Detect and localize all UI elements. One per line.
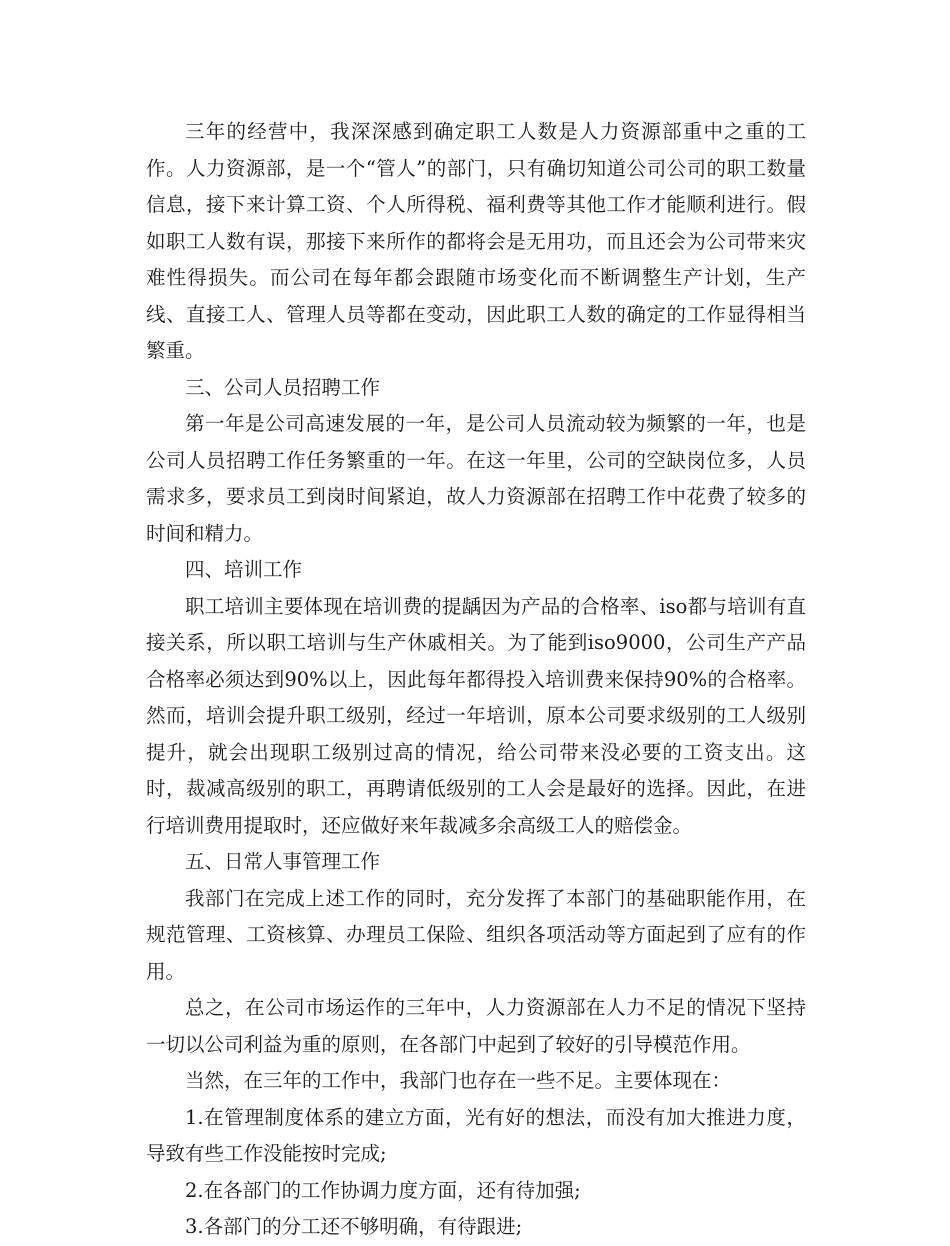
body-paragraph-daily-hr: 我部门在完成上述工作的同时，充分发挥了本部门的基础职能作用，在规范管理、工资核算、办理员工保险、组织各项活动等方面起到了应有的作用。 [146, 886, 806, 983]
body-paragraph-training: 职工培训主要体现在培训费的提龋因为产品的合格率、iso都与培训有直接关系，所以职工培训与生产休戚相关。为了能到iso9000，公司生产产品合格率必须达到90%以上，因此每年都得投入培训费来保持90%的合格率。然而，培训会提升职工级别，经过一年培训，原本公司要求级别的工人级别提升，就会出现职工级别过高的情况，给公司带来没必要的工资支出。这时，裁减高级别的职工，再聘请低级别的工人会是最好的选择。因此，在进行培训费用提取时，还应做好来年裁减多余高级工人的赔偿金。 [146, 594, 806, 837]
section-heading-training: 四、培训工作 [185, 558, 303, 581]
body-paragraph-workforce: 三年的经营中，我深深感到确定职工人数是人力资源部重中之重的工作。人力资源部，是一个“管人”的部门，只有确切知道公司公司的职工数量信息，接下来计算工资、个人所得税、福利费等其他工作才能顺利进行。假如职工人数有误，那接下来所作的都将会是无用功，而且还会为公司带来灾难性得损失。而公司在每年都会跟随市场变化而不断调整生产计划，生产线、直接工人、管理人员等都在变动，因此职工人数的确定的工作显得相当繁重。 [146, 120, 806, 362]
list-item-1: 1.在管理制度体系的建立方面，光有好的想法，而没有加大推进力度，导致有些工作没能按时完成; [146, 1105, 806, 1165]
list-item-2: 2.在各部门的工作协调力度方面，还有待加强; [185, 1178, 581, 1202]
body-paragraph-shortcomings-intro: 当然，在三年的工作中，我部门也存在一些不足。主要体现在： [185, 1069, 732, 1092]
section-heading-recruitment: 三、公司人员招聘工作 [185, 375, 381, 399]
document-page [146, 114, 806, 1246]
body-paragraph-recruitment: 第一年是公司高速发展的一年，是公司人员流动较为频繁的一年，也是公司人员招聘工作任务繁重的一年。在这一年里，公司的空缺岗位多，人员需求多，要求员工到岗时间紧迫，故人力资源部在招聘工作中花费了较多的时间和精力。 [146, 412, 806, 545]
section-heading-daily-hr: 五、日常人事管理工作 [185, 850, 381, 873]
list-item-3: 3.各部门的分工还不够明确，有待跟进; [185, 1215, 523, 1238]
body-paragraph-summary: 总之，在公司市场运作的三年中，人力资源部在人力不足的情况下坚持一切以公司利益为重的原则，在各部门中起到了较好的引导模范作用。 [146, 996, 806, 1056]
